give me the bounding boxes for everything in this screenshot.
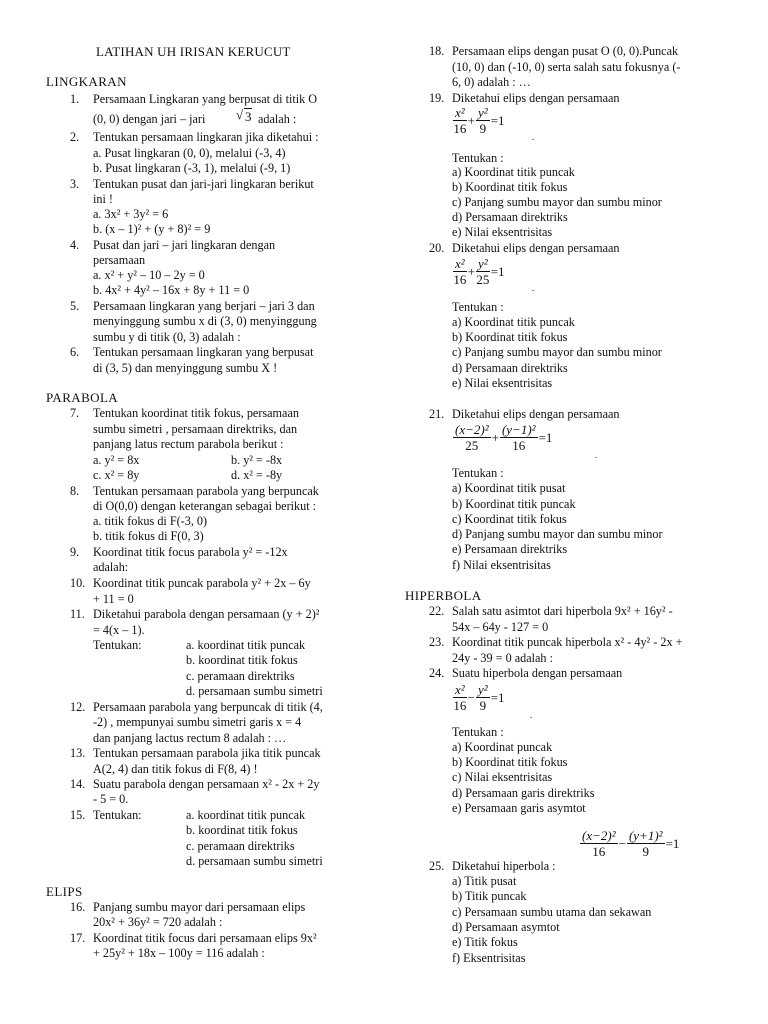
q19-e: e) Nilai eksentrisitas (452, 225, 553, 239)
q1-line2b: adalah : (258, 112, 297, 126)
q17-line2: + 25y² + 18x – 100y = 116 adalah : (93, 946, 265, 960)
section-lingkaran: LINGKARAN (46, 74, 127, 89)
q3-line2: ini ! (93, 192, 113, 206)
q25-b: b) Titik puncak (452, 889, 527, 903)
q20-b: b) Koordinat titik fokus (452, 330, 568, 344)
q15-tentukan: Tentukan: (93, 808, 142, 822)
q4-b: b. 4x² + 4y² – 16x + 8y + 11 = 0 (93, 283, 250, 297)
q19-tentukan: Tentukan : (452, 151, 504, 165)
q21-f2d: 16 (512, 438, 526, 453)
q12-line2: -2) , mempunyai sumbu simetri garis x = 4 (93, 715, 302, 729)
q16-line1: Panjang sumbu mayor dari persamaan elips (93, 900, 306, 914)
q22-line2: 54x – 64y - 127 = 0 (452, 620, 549, 634)
sqrt-symbol: √ 3 (236, 107, 252, 124)
q20-d: d) Persamaan direktriks (452, 361, 568, 375)
q7-b: b. y² = -8x (231, 453, 283, 467)
q15-num: 15. (70, 808, 86, 822)
q25-f2d: 9 (642, 844, 649, 859)
q9-num: 9. (70, 545, 80, 559)
q20-f2d: 25 (476, 272, 490, 287)
q5-line3: sumbu y di titik (0, 3) adalah : (93, 330, 241, 344)
q15-a: a. koordinat titik puncak (186, 808, 306, 822)
q21-rhs: =1 (538, 429, 553, 445)
q25-a: a) Titik pusat (452, 874, 517, 888)
q19-line1: Diketahui elips dengan persamaan (452, 91, 620, 105)
q21-line1: Diketahui elips dengan persamaan (452, 407, 620, 421)
q20-num: 20. (429, 241, 445, 255)
q15-c: c. peramaan direktriks (186, 839, 295, 853)
q20-f2n: y² (478, 256, 488, 271)
q24-f2d: 9 (479, 698, 487, 713)
q6-line1: Tentukan persamaan lingkaran yang berpusat (93, 345, 314, 359)
q19-f2d: 9 (479, 121, 487, 136)
q20-c: c) Panjang sumbu mayor dan sumbu minor (452, 345, 662, 359)
q4-a: a. x² + y² – 10 – 2y = 0 (93, 268, 205, 282)
q7-line1: Tentukan koordinat titik fokus, persamaan (93, 406, 299, 420)
q12-num: 12. (70, 700, 86, 714)
q24-tentukan: Tentukan : (452, 725, 504, 739)
q24-rhs: =1 (490, 689, 505, 705)
q25-f1d: 16 (592, 844, 606, 859)
q20-tentukan: Tentukan : (452, 300, 504, 314)
q12-line3: dan panjang lactus rectum 8 adalah : … (93, 731, 287, 745)
equation-25: $\frac{\text{(x−2)²}}{16}$ − $\frac{\text{(y+1)²}}{9}$ =1 (582, 828, 680, 859)
q15-b: b. koordinat titik fokus (186, 823, 298, 837)
q24-f1n: x² (455, 682, 465, 697)
q24-d: d) Persamaan garis direktriks (452, 786, 595, 800)
q24-a: a) Koordinat puncak (452, 740, 553, 754)
q21-f: f) Nilai eksentrisitas (452, 558, 551, 572)
q21-f2n: (y−1)² (501, 422, 536, 437)
q19-f1d: 16 (453, 121, 467, 136)
q13-num: 13. (70, 746, 86, 760)
q11-num: 11. (70, 607, 85, 621)
q18-num: 18. (429, 44, 445, 58)
q21-num: 21. (429, 407, 445, 421)
punct-period: . (530, 710, 533, 720)
q7-a: a. y² = 8x (93, 453, 140, 467)
q25-rhs: =1 (665, 835, 680, 851)
q13-line2: A(2, 4) dan titik fokus di F(8, 4) ! (93, 762, 258, 776)
q15-d: d. persamaan sumbu simetri (186, 854, 323, 868)
q19-c: c) Panjang sumbu mayor dan sumbu minor (452, 195, 662, 209)
q2-a: a. Pusat lingkaran (0, 0), melalui (-3, 4) (93, 146, 286, 160)
q14-line1: Suatu parabola dengan persamaan x² - 2x + 2y (93, 777, 320, 791)
q20-a: a) Koordinat titik puncak (452, 315, 575, 329)
punct-period: . (532, 283, 535, 293)
q6-line2: di (3, 5) dan menyinggung sumbu X ! (93, 361, 278, 375)
q3-line1: Tentukan pusat dan jari-jari lingkaran berikut (93, 177, 314, 191)
q24-c: c) Nilai eksentrisitas (452, 770, 553, 784)
q11-c: c. peramaan direktriks (186, 669, 295, 683)
q21-a: a) Koordinat titik pusat (452, 481, 566, 495)
equation-19: $\frac{\text{x²}}{16}$ + $\frac{\text{y²}}{9}$ =1 (453, 105, 505, 136)
q4-line1: Pusat dan jari – jari lingkaran dengan (93, 238, 276, 252)
q18-line2: (10, 0) dan (-10, 0) serta salah satu fokusnya (- (452, 60, 681, 74)
q10-line1: Koordinat titik puncak parabola y² + 2x – 6y (93, 576, 311, 590)
q19-b: b) Koordinat titik fokus (452, 180, 568, 194)
q1-line1: Persamaan Lingkaran yang berpusat di titik O (93, 92, 318, 106)
q23-line2: 24y - 39 = 0 adalah : (452, 651, 553, 665)
q12-line1: Persamaan parabola yang berpuncak di titik (4, (93, 700, 323, 714)
q7-line3: panjang latus rectum parabola berikut : (93, 437, 284, 451)
q19-f1n: x² (455, 105, 465, 120)
q11-line2: = 4(x – 1). (93, 623, 145, 637)
q21-d: d) Panjang sumbu mayor dan sumbu minor (452, 527, 663, 541)
q11-line1: Diketahui parabola dengan persamaan (y + 2)² (93, 607, 320, 621)
q7-num: 7. (70, 406, 80, 420)
q19-num: 19. (429, 91, 445, 105)
q24-line1: Suatu hiperbola dengan persamaan (452, 666, 623, 680)
q24-b: b) Koordinat titik fokus (452, 755, 568, 769)
section-hiperbola: HIPERBOLA (405, 588, 482, 603)
q6-num: 6. (70, 345, 80, 359)
q22-num: 22. (429, 604, 445, 618)
q21-b: b) Koordinat titik puncak (452, 497, 576, 511)
equation-20: $\frac{\text{x²}}{16}$ + $\frac{\text{y²}}{25}$ =1 (453, 256, 505, 287)
q21-c: c) Koordinat titik fokus (452, 512, 567, 526)
q25-num: 25. (429, 859, 445, 873)
q11-d: d. persamaan sumbu simetri (186, 684, 323, 698)
q25-f1n: (x−2)² (582, 828, 616, 843)
q18-line1: Persamaan elips dengan pusat O (0, 0).Puncak (452, 44, 679, 58)
q8-line2: di O(0,0) dengan keterangan sebagai berikut : (93, 499, 317, 513)
q16-line2: 20x² + 36y² = 720 adalah : (93, 915, 223, 929)
q20-f1n: x² (455, 256, 465, 271)
q1-sqrt: 3 (245, 109, 252, 124)
q20-e: e) Nilai eksentrisitas (452, 376, 553, 390)
q9-line1: Koordinat titik focus parabola y² = -12x (93, 545, 288, 559)
q20-rhs: =1 (490, 263, 505, 279)
q8-a: a. titik fokus di F(-3, 0) (93, 514, 208, 528)
q8-num: 8. (70, 484, 80, 498)
q3-a: a. 3x² + 3y² = 6 (93, 207, 169, 221)
q25-d: d) Persamaan asymtot (452, 920, 560, 934)
q5-line1: Persamaan lingkaran yang berjari – jari 3 dan (93, 299, 315, 313)
q3-b: b. (x – 1)² + (y + 8)² = 9 (93, 222, 211, 236)
q17-num: 17. (70, 931, 86, 945)
q19-d: d) Persamaan direktriks (452, 210, 568, 224)
q19-a: a) Koordinat titik puncak (452, 165, 575, 179)
q11-a: a. koordinat titik puncak (186, 638, 306, 652)
q9-line2: adalah: (93, 560, 129, 574)
punct-period: . (532, 132, 535, 142)
q8-b: b. titik fokus di F(0, 3) (93, 529, 204, 543)
q19-rhs: =1 (490, 112, 505, 128)
q10-line2: + 11 = 0 (93, 592, 134, 606)
q13-line1: Tentukan persamaan parabola jika titik puncak (93, 746, 321, 760)
q18-line3: 6, 0) adalah : … (452, 75, 531, 89)
q14-line2: - 5 = 0. (93, 792, 129, 806)
q20-line1: Diketahui elips dengan persamaan (452, 241, 620, 255)
q10-num: 10. (70, 576, 86, 590)
q25-f: f) Eksentrisitas (452, 951, 526, 965)
q17-line1: Koordinat titik focus dari persamaan elips 9x² (93, 931, 317, 945)
q25-c: c) Persamaan sumbu utama dan sekawan (452, 905, 652, 919)
q14-num: 14. (70, 777, 86, 791)
equation-21: $\frac{\text{(x−2)²}}{25}$ + $\frac{\text{(y−1)²}}{16}$ =1 (455, 422, 553, 453)
q7-line2: sumbu simetri , persamaan direktriks, dan (93, 422, 298, 436)
q8-line1: Tentukan persamaan parabola yang berpuncak (93, 484, 319, 498)
equation-24: $\frac{\text{x²}}{16}$ − $\frac{\text{y²}}{9}$ =1 (453, 682, 505, 713)
section-parabola: PARABOLA (46, 390, 119, 405)
page-title: LATIHAN UH IRISAN KERUCUT (96, 44, 291, 59)
q5-num: 5. (70, 299, 80, 313)
q20-f1d: 16 (453, 272, 467, 287)
q7-c: c. x² = 8y (93, 468, 140, 482)
q4-line2: persamaan (93, 253, 146, 267)
q16-num: 16. (70, 900, 86, 914)
q25-f2n: (y+1)² (628, 828, 663, 843)
q25-e: e) Titik fokus (452, 935, 518, 949)
section-elips: ELIPS (46, 884, 83, 899)
q7-d: d. x² = -8y (231, 468, 283, 482)
q1-line2a: (0, 0) dengan jari – jari (93, 112, 206, 126)
q11-b: b. koordinat titik fokus (186, 653, 298, 667)
q21-f1d: 25 (465, 438, 479, 453)
q23-num: 23. (429, 635, 445, 649)
q23-line1: Koordinat titik puncak hiperbola x² - 4y² - 2x + (452, 635, 683, 649)
q24-num: 24. (429, 666, 445, 680)
q24-f1d: 16 (453, 698, 467, 713)
q25-line1: Diketahui hiperbola : (452, 859, 556, 873)
q5-line2: menyinggung sumbu x di (3, 0) menyinggung (93, 314, 317, 328)
q1-num: 1. (70, 92, 80, 106)
q24-f2n: y² (478, 682, 488, 697)
q22-line1: Salah satu asimtot dari hiperbola 9x² + 16y² - (452, 604, 673, 618)
q4-num: 4. (70, 238, 80, 252)
q2-num: 2. (70, 130, 80, 144)
q21-e: e) Persamaan direktriks (452, 542, 568, 556)
punct-period: . (595, 450, 598, 460)
q2-b: b. Pusat lingkaran (-3, 1), melalui (-9, 1) (93, 161, 291, 175)
q3-num: 3. (70, 177, 80, 191)
q2-line1: Tentukan persamaan lingkaran jika diketahui : (93, 130, 319, 144)
q24-e: e) Persamaan garis asymtot (452, 801, 586, 815)
q21-f1n: (x−2)² (455, 422, 489, 437)
q19-f2n: y² (478, 105, 488, 120)
q21-tentukan: Tentukan : (452, 466, 504, 480)
q11-tentukan: Tentukan: (93, 638, 142, 652)
